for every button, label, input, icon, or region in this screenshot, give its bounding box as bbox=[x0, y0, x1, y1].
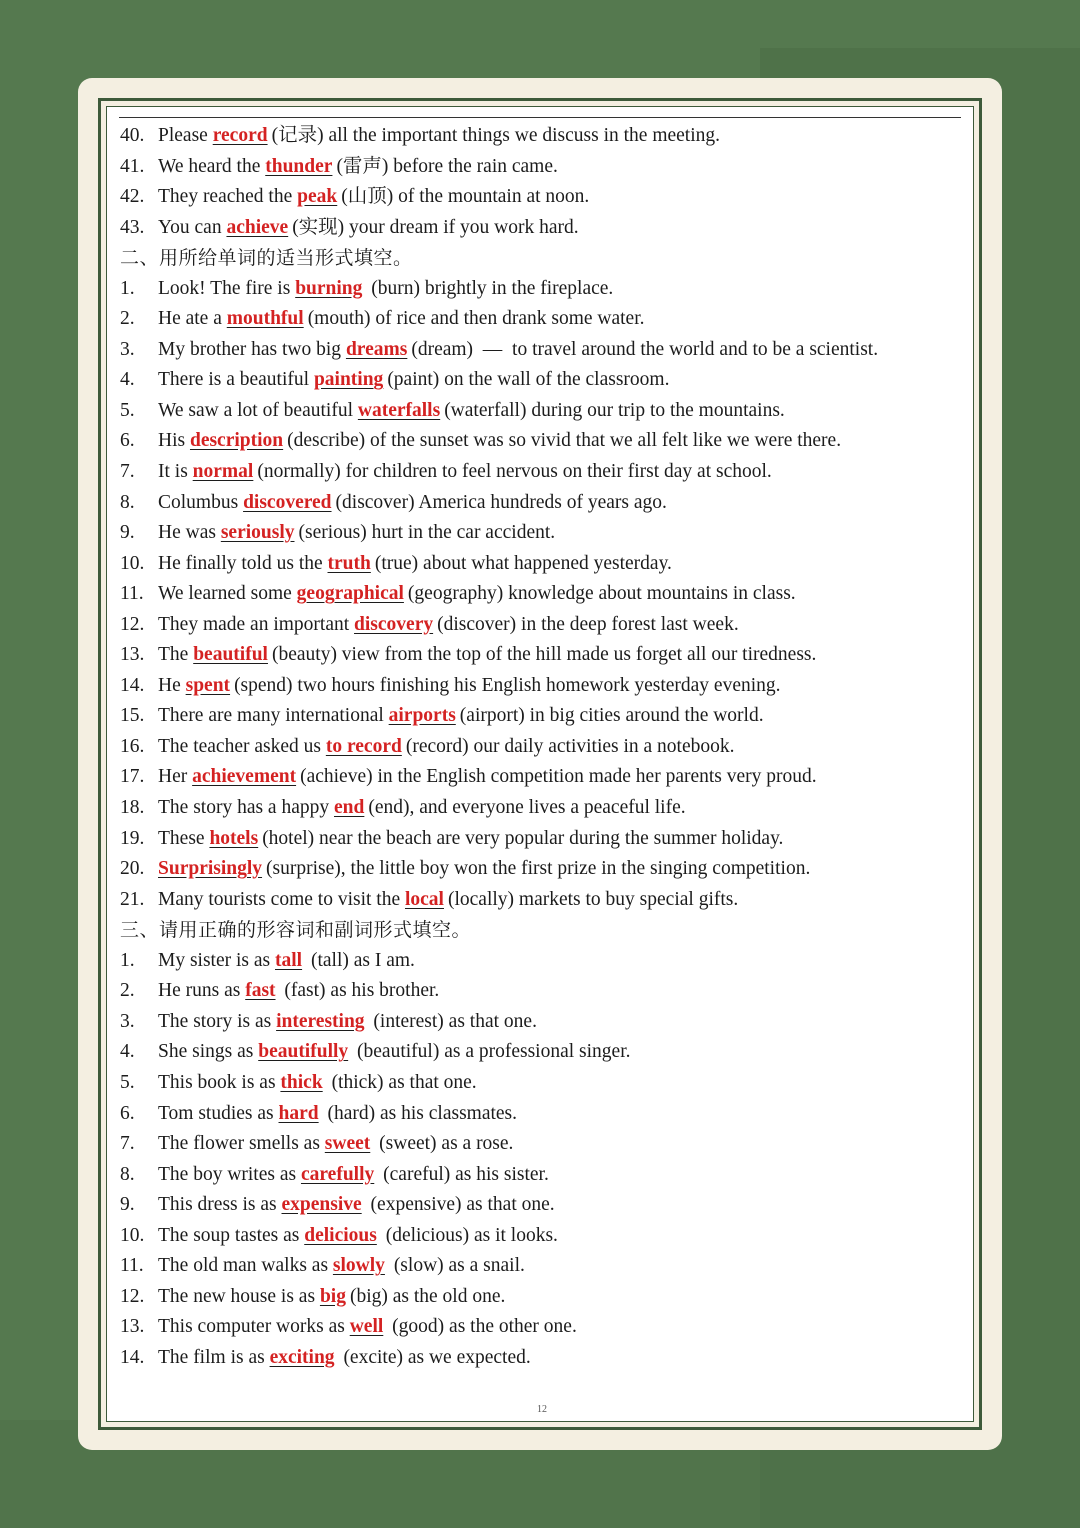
item-text-after: (serious) hurt in the car accident. bbox=[298, 522, 556, 544]
item-number: 18. bbox=[120, 797, 145, 819]
item-text-before: Columbus bbox=[158, 491, 244, 513]
item-text-before: This dress is as bbox=[158, 1194, 282, 1216]
item-answer: fast bbox=[245, 980, 276, 1002]
item-number: 10. bbox=[120, 1224, 145, 1246]
item-number: 12. bbox=[120, 1285, 145, 1307]
item-text-after: (paint) on the wall of the classroom. bbox=[387, 369, 670, 391]
item-number: 9. bbox=[120, 1194, 135, 1216]
item-text-after: (beauty) view from the top of the hill made us forget all our tiredness. bbox=[271, 644, 817, 666]
item-text-before: He finally told us the bbox=[158, 552, 328, 574]
exercise-item bbox=[120, 640, 965, 671]
exercise-item bbox=[120, 732, 965, 763]
item-text-before: It is bbox=[158, 461, 193, 483]
item-text-before: This book is as bbox=[158, 1071, 281, 1093]
exercise-item bbox=[120, 335, 965, 366]
section-heading: 二、用所给单词的适当形式填空。 bbox=[120, 247, 413, 270]
item-text-after: (interest) as that one. bbox=[368, 1010, 537, 1032]
item-text-before: He runs as bbox=[158, 980, 246, 1002]
item-answer: truth bbox=[327, 552, 371, 574]
item-text-before: These bbox=[158, 827, 210, 849]
item-text-before: They reached the bbox=[158, 186, 298, 208]
exercise-item bbox=[120, 213, 965, 244]
item-answer: big bbox=[319, 1285, 346, 1307]
item-text-after: (beautiful) as a professional singer. bbox=[352, 1041, 631, 1063]
item-answer: hotels bbox=[209, 827, 259, 849]
item-number: 8. bbox=[120, 1163, 135, 1185]
item-text-before: The bbox=[158, 644, 194, 666]
item-text-after: (mouth) of rice and then drank some water. bbox=[307, 308, 645, 330]
exercise-item bbox=[120, 1099, 965, 1130]
exercise-item bbox=[120, 793, 965, 824]
exercise-item bbox=[120, 946, 965, 977]
item-number: 41. bbox=[120, 155, 145, 177]
item-answer: hard bbox=[278, 1102, 319, 1124]
item-text-after: (surprise), the little boy won the first prize in the singing competition. bbox=[266, 858, 811, 880]
exercise-item bbox=[120, 274, 965, 305]
exercise-item bbox=[120, 1221, 965, 1252]
item-text-before: You can bbox=[158, 216, 227, 238]
inner-frame bbox=[106, 106, 974, 1422]
item-text-after: (实现) your dream if you work hard. bbox=[292, 216, 579, 238]
item-number: 7. bbox=[120, 1133, 135, 1155]
item-answer: achievement bbox=[192, 766, 297, 788]
item-answer: carefully bbox=[300, 1163, 375, 1185]
exercise-item bbox=[120, 762, 965, 793]
item-number: 6. bbox=[120, 430, 135, 452]
item-text-before: The soup tastes as bbox=[158, 1224, 305, 1246]
exercise-item bbox=[120, 488, 965, 519]
item-text-after: (spend) two hours finishing his English homework yesterday evening. bbox=[234, 674, 781, 696]
item-answer: burning bbox=[295, 277, 363, 299]
item-number: 9. bbox=[120, 522, 135, 544]
item-answer: painting bbox=[313, 369, 384, 391]
item-number: 14. bbox=[120, 674, 145, 696]
item-number: 3. bbox=[120, 1010, 135, 1032]
item-number: 15. bbox=[120, 705, 145, 727]
item-answer: Surprisingly bbox=[158, 858, 263, 880]
item-text-after: (fast) as his brother. bbox=[279, 980, 440, 1002]
item-answer: delicious bbox=[304, 1224, 377, 1246]
item-answer: to record bbox=[325, 735, 402, 757]
item-text-before: He was bbox=[158, 522, 221, 544]
item-text-after: (burn) brightly in the fireplace. bbox=[366, 277, 614, 299]
item-answer: exciting bbox=[269, 1346, 335, 1368]
item-number: 5. bbox=[120, 1071, 135, 1093]
item-text-after: (sweet) as a rose. bbox=[374, 1133, 514, 1155]
item-text-before: She sings as bbox=[158, 1041, 259, 1063]
item-text-after: (delicious) as it looks. bbox=[380, 1224, 558, 1246]
item-number: 11. bbox=[120, 583, 144, 605]
header-rule bbox=[119, 117, 961, 118]
item-text-before: The story is as bbox=[158, 1010, 277, 1032]
exercise-item bbox=[120, 1160, 965, 1191]
item-text-before: The film is as bbox=[158, 1346, 270, 1368]
item-answer: airports bbox=[388, 705, 456, 727]
item-number: 16. bbox=[120, 735, 145, 757]
item-number: 40. bbox=[120, 125, 145, 146]
item-number: 17. bbox=[120, 766, 145, 788]
exercise-item bbox=[120, 1312, 965, 1343]
exercise-item bbox=[120, 1282, 965, 1313]
item-text-after: (big) as the old one. bbox=[349, 1285, 506, 1307]
item-text-before: We learned some bbox=[158, 583, 297, 605]
item-number: 43. bbox=[120, 216, 145, 238]
exercise-item bbox=[120, 854, 965, 885]
item-text-after: (true) about what happened yesterday. bbox=[374, 552, 672, 574]
item-number: 14. bbox=[120, 1346, 145, 1368]
item-text-before: He ate a bbox=[158, 308, 227, 330]
item-number: 8. bbox=[120, 491, 135, 513]
item-text-before: This computer works as bbox=[158, 1316, 350, 1338]
item-text-before: The flower smells as bbox=[158, 1133, 325, 1155]
item-text-after: (dream) — to travel around the world and to be a scientist. bbox=[411, 338, 879, 360]
item-answer: description bbox=[189, 430, 284, 452]
item-number: 42. bbox=[120, 186, 145, 208]
item-answer: beautifully bbox=[258, 1041, 349, 1063]
worksheet-paper bbox=[78, 78, 1002, 1450]
exercise-item bbox=[120, 426, 965, 457]
item-number: 11. bbox=[120, 1255, 144, 1277]
item-text-after: (achieve) in the English competition made her parents very proud. bbox=[300, 766, 817, 788]
exercise-item bbox=[120, 1251, 965, 1282]
exercise-item bbox=[120, 824, 965, 855]
exercise-item bbox=[120, 518, 965, 549]
item-text-before: We saw a lot of beautiful bbox=[158, 399, 358, 421]
item-answer: waterfalls bbox=[357, 399, 441, 421]
item-number: 1. bbox=[120, 949, 135, 971]
item-number: 21. bbox=[120, 888, 145, 910]
section-heading: 三、请用正确的形容词和副词形式填空。 bbox=[120, 919, 472, 942]
item-answer: mouthful bbox=[226, 308, 304, 330]
exercise-item bbox=[120, 1068, 965, 1099]
item-number: 4. bbox=[120, 1041, 135, 1063]
item-text-after: (thick) as that one. bbox=[326, 1071, 477, 1093]
item-text-after: (雷声) before the rain came. bbox=[336, 155, 558, 177]
exercise-content bbox=[120, 121, 965, 1373]
item-text-after: (end), and everyone lives a peaceful life. bbox=[368, 797, 686, 819]
item-text-after: (locally) markets to buy special gifts. bbox=[447, 888, 739, 910]
exercise-item bbox=[120, 1037, 965, 1068]
item-text-after: (good) as the other one. bbox=[387, 1316, 577, 1338]
exercise-item bbox=[120, 365, 965, 396]
item-text-after: (记录) all the important things we discuss in the meeting. bbox=[271, 125, 721, 146]
item-text-after: (discover) America hundreds of years ago. bbox=[335, 491, 667, 513]
item-answer: end bbox=[334, 797, 365, 819]
item-answer: discovery bbox=[354, 613, 434, 635]
item-answer: expensive bbox=[281, 1194, 362, 1216]
exercise-item bbox=[120, 1007, 965, 1038]
item-number: 3. bbox=[120, 338, 135, 360]
item-text-after: (tall) as I am. bbox=[306, 949, 415, 971]
item-number: 13. bbox=[120, 644, 145, 666]
item-number: 7. bbox=[120, 461, 135, 483]
item-text-after: (discover) in the deep forest last week. bbox=[437, 613, 739, 635]
item-text-before: Look! The fire is bbox=[158, 277, 296, 299]
item-answer: tall bbox=[275, 949, 303, 971]
item-answer: normal bbox=[192, 461, 254, 483]
item-answer: well bbox=[349, 1316, 384, 1338]
item-answer: sweet bbox=[324, 1133, 371, 1155]
exercise-item bbox=[120, 976, 965, 1007]
item-number: 2. bbox=[120, 308, 135, 330]
item-text-after: (record) our daily activities in a notebook. bbox=[405, 735, 735, 757]
item-answer: dreams bbox=[345, 338, 408, 360]
item-answer: thunder bbox=[265, 155, 333, 177]
item-text-before: There are many international bbox=[158, 705, 389, 727]
item-text-before: His bbox=[158, 430, 190, 452]
item-text-before: The boy writes as bbox=[158, 1163, 301, 1185]
exercise-item bbox=[120, 304, 965, 335]
item-text-after: (expensive) as that one. bbox=[365, 1194, 555, 1216]
item-answer: beautiful bbox=[193, 644, 268, 666]
item-text-after: (airport) in big cities around the world. bbox=[459, 705, 764, 727]
item-number: 12. bbox=[120, 613, 145, 635]
item-answer: interesting bbox=[276, 1010, 365, 1032]
item-answer: spent bbox=[185, 674, 231, 696]
item-text-before: The new house is as bbox=[158, 1285, 320, 1307]
page-number: 12 bbox=[537, 1404, 547, 1415]
item-text-before: The old man walks as bbox=[158, 1255, 333, 1277]
item-text-before: Her bbox=[158, 766, 193, 788]
item-number: 2. bbox=[120, 980, 135, 1002]
item-answer: local bbox=[404, 888, 444, 910]
item-text-before: Please bbox=[158, 125, 213, 146]
item-answer: seriously bbox=[220, 522, 295, 544]
exercise-item bbox=[120, 671, 965, 702]
exercise-item bbox=[120, 182, 965, 213]
exercise-item bbox=[120, 885, 965, 916]
item-text-before: Many tourists come to visit the bbox=[158, 888, 405, 910]
exercise-item bbox=[120, 701, 965, 732]
item-answer: peak bbox=[297, 186, 338, 208]
exercise-item bbox=[120, 579, 965, 610]
item-text-after: (hard) as his classmates. bbox=[322, 1102, 518, 1124]
exercise-item bbox=[120, 152, 965, 183]
item-text-after: (hotel) near the beach are very popular during the summer holiday. bbox=[262, 827, 784, 849]
item-text-after: (excite) as we expected. bbox=[338, 1346, 531, 1368]
item-text-before: We heard the bbox=[158, 155, 266, 177]
item-number: 5. bbox=[120, 399, 135, 421]
item-text-after: (waterfall) during our trip to the mountains. bbox=[444, 399, 785, 421]
exercise-item bbox=[120, 1343, 965, 1374]
item-number: 6. bbox=[120, 1102, 135, 1124]
item-text-before: Tom studies as bbox=[158, 1102, 279, 1124]
item-text-after: (山顶) of the mountain at noon. bbox=[341, 186, 590, 208]
item-text-before: My sister is as bbox=[158, 949, 275, 971]
item-text-after: (careful) as his sister. bbox=[378, 1163, 549, 1185]
item-text-after: (describe) of the sunset was so vivid that we all felt like we were there. bbox=[287, 430, 842, 452]
item-number: 4. bbox=[120, 369, 135, 391]
item-number: 1. bbox=[120, 277, 135, 299]
item-answer: achieve bbox=[226, 216, 289, 238]
exercise-item bbox=[120, 1129, 965, 1160]
item-answer: slowly bbox=[332, 1255, 385, 1277]
exercise-item bbox=[120, 457, 965, 488]
exercise-item bbox=[120, 121, 965, 152]
exercise-item bbox=[120, 549, 965, 580]
item-text-after: (normally) for children to feel nervous on their first day at school. bbox=[257, 461, 772, 483]
item-answer: thick bbox=[280, 1071, 323, 1093]
item-text-before: They made an important bbox=[158, 613, 355, 635]
exercise-item bbox=[120, 1190, 965, 1221]
item-answer: discovered bbox=[243, 491, 332, 513]
exercise-item bbox=[120, 610, 965, 641]
item-number: 10. bbox=[120, 552, 145, 574]
item-number: 19. bbox=[120, 827, 145, 849]
item-text-before: My brother has two big bbox=[158, 338, 346, 360]
exercise-item bbox=[120, 396, 965, 427]
item-text-after: (geography) knowledge about mountains in class. bbox=[407, 583, 796, 605]
outer-frame bbox=[98, 98, 982, 1430]
item-text-before: He bbox=[158, 674, 186, 696]
item-number: 13. bbox=[120, 1316, 145, 1338]
item-number: 20. bbox=[120, 858, 145, 880]
item-text-before: The story has a happy bbox=[158, 797, 334, 819]
item-answer: record bbox=[212, 125, 268, 146]
item-text-before: There is a beautiful bbox=[158, 369, 314, 391]
item-text-before: The teacher asked us bbox=[158, 735, 326, 757]
item-answer: geographical bbox=[296, 583, 404, 605]
item-text-after: (slow) as a snail. bbox=[388, 1255, 525, 1277]
